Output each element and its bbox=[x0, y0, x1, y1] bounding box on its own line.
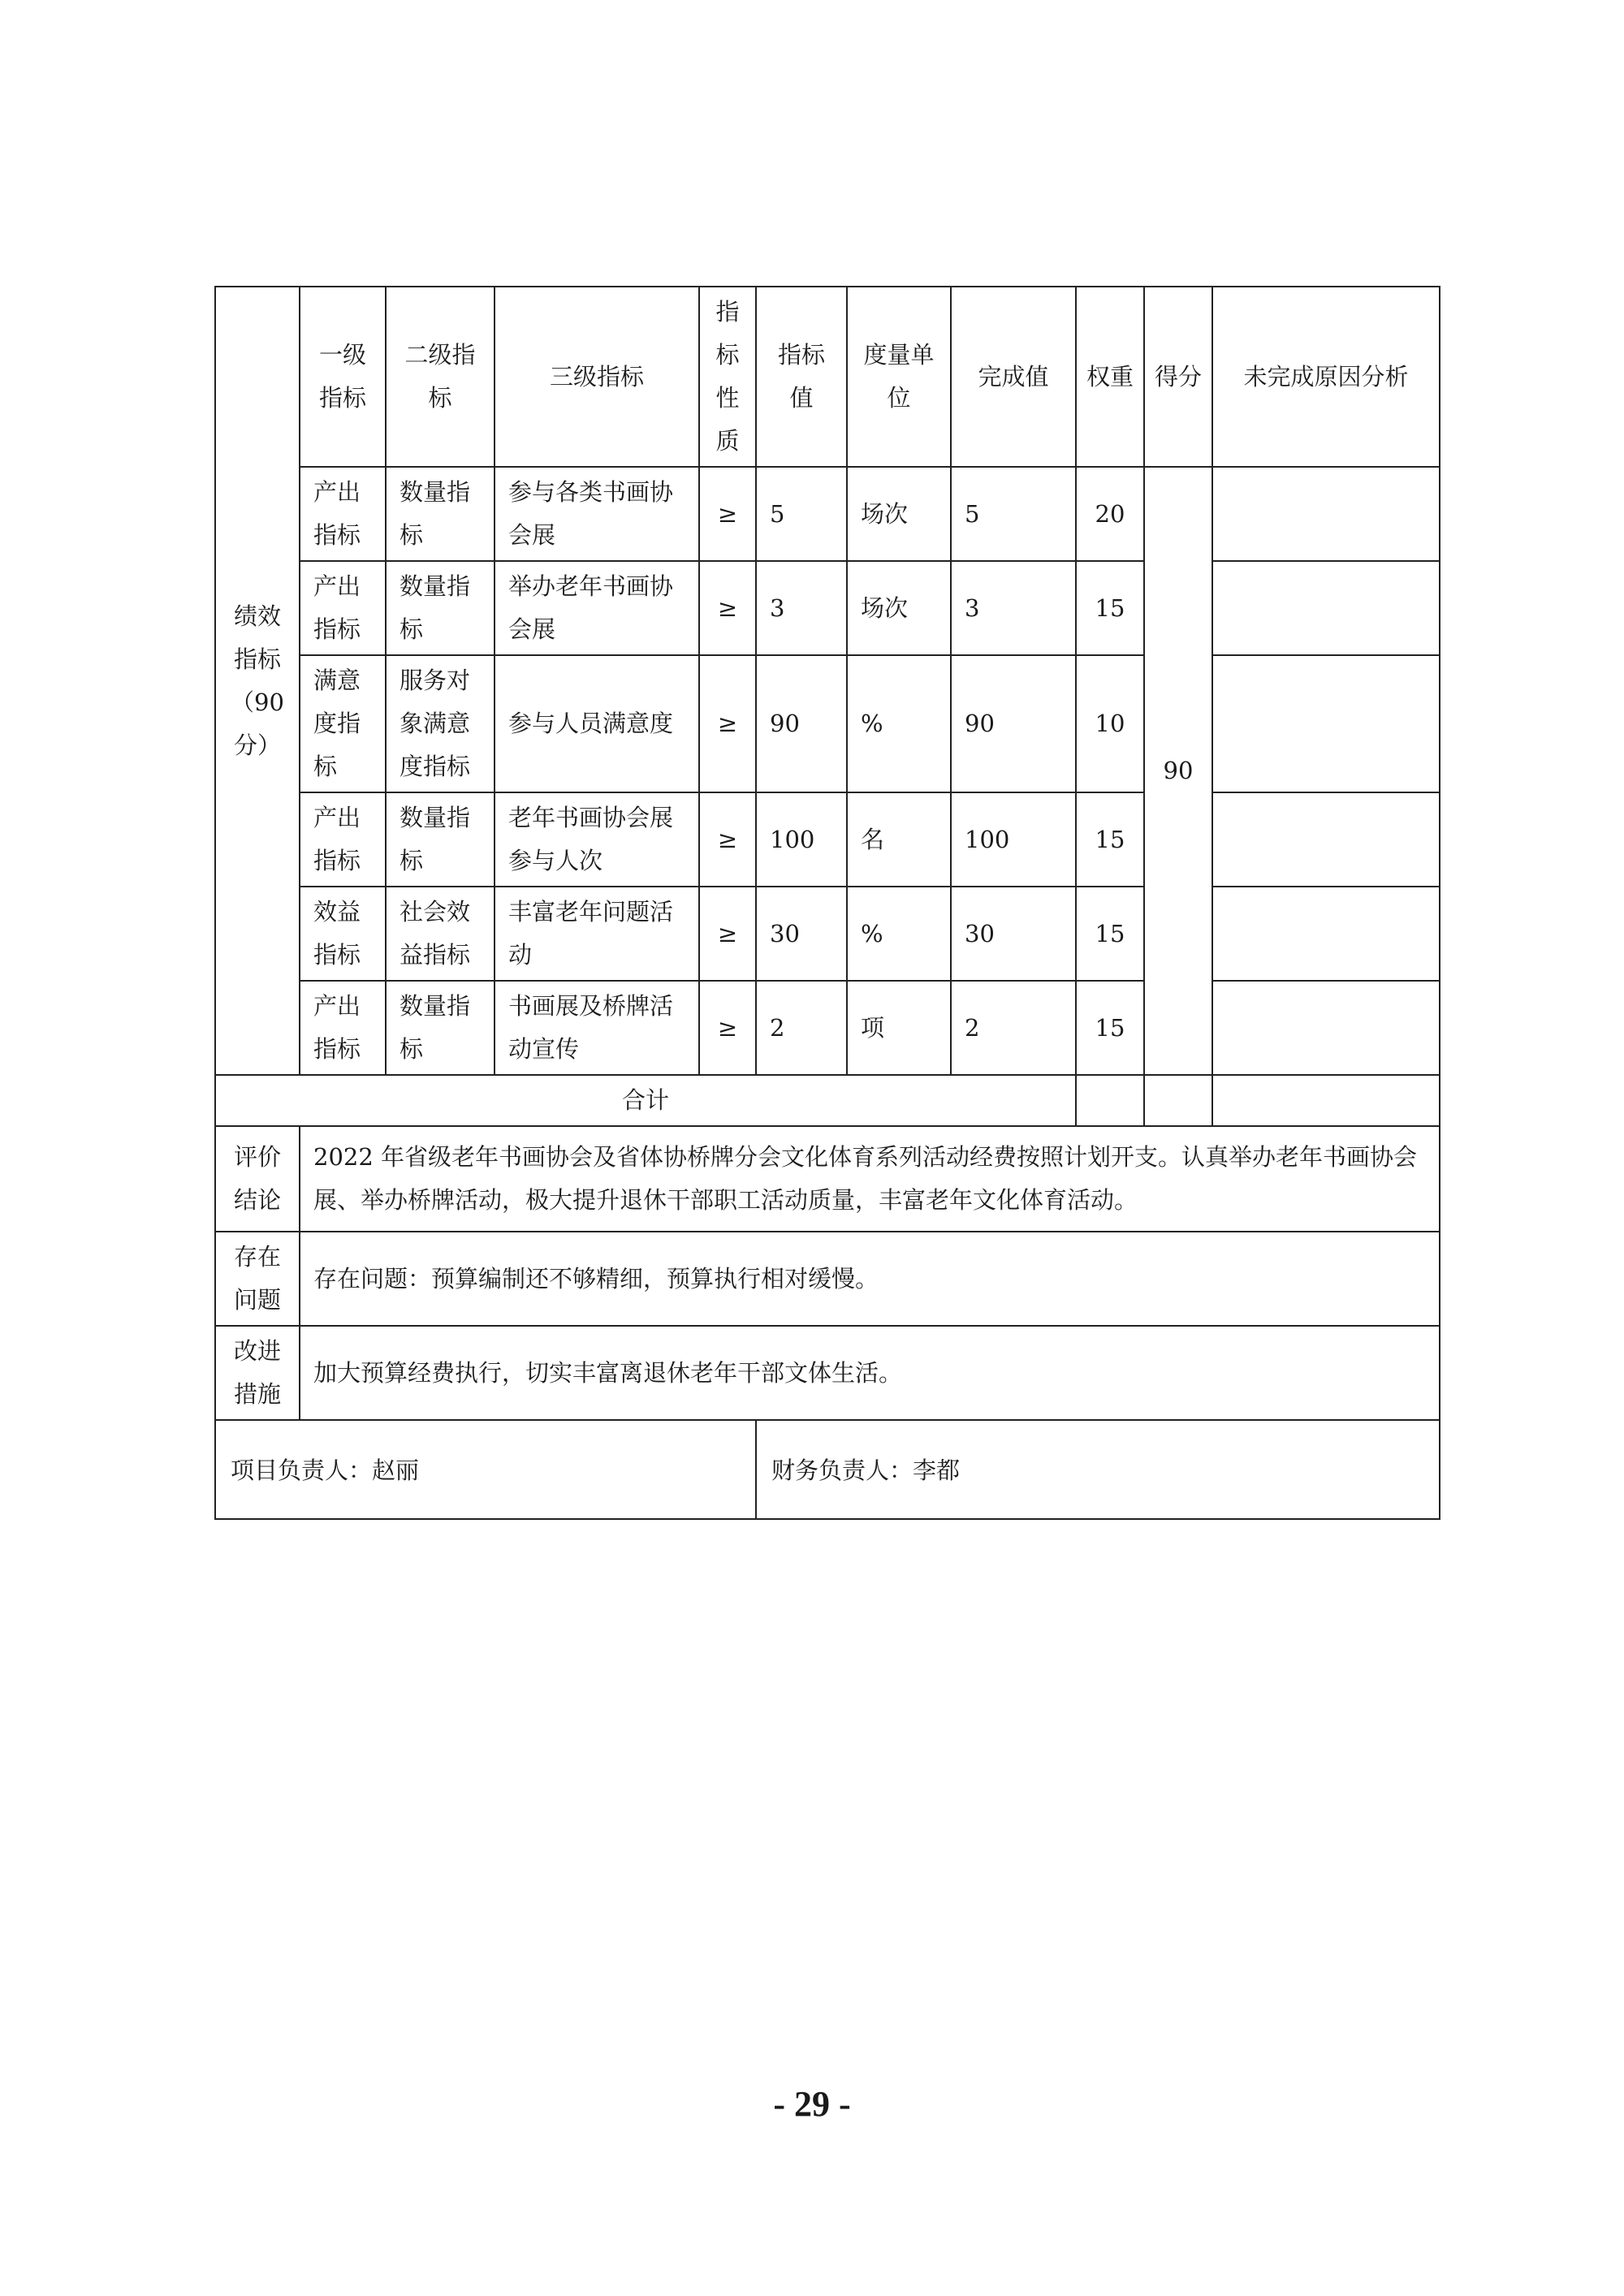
cell-actual: 90 bbox=[951, 655, 1076, 792]
cell-unit: 场次 bbox=[847, 467, 951, 561]
header-unit: 度量单位 bbox=[847, 287, 951, 467]
cell-target: 100 bbox=[756, 792, 847, 887]
cell-reason bbox=[1212, 655, 1440, 792]
improvements-text: 加大预算经费执行，切实丰富离退休老年干部文体生活。 bbox=[300, 1326, 1440, 1420]
cell-nature: ≥ bbox=[699, 467, 756, 561]
category-label: 绩效指标（90分） bbox=[215, 287, 300, 1075]
table-row bbox=[215, 467, 1440, 561]
cell-level3: 老年书画协会展参与人次 bbox=[495, 792, 699, 887]
table-row bbox=[215, 887, 1440, 981]
total-reason bbox=[1212, 1075, 1440, 1126]
header-level1: 一级指标 bbox=[300, 287, 386, 467]
cell-level1: 产出指标 bbox=[300, 792, 386, 887]
cell-actual: 100 bbox=[951, 792, 1076, 887]
evaluation-label: 评价结论 bbox=[215, 1126, 300, 1232]
cell-target: 5 bbox=[756, 467, 847, 561]
cell-actual: 5 bbox=[951, 467, 1076, 561]
cell-unit: 名 bbox=[847, 792, 951, 887]
cell-level2: 社会效益指标 bbox=[386, 887, 495, 981]
total-label: 合计 bbox=[215, 1075, 1076, 1126]
cell-weight: 15 bbox=[1076, 792, 1144, 887]
cell-nature: ≥ bbox=[699, 561, 756, 655]
cell-reason bbox=[1212, 467, 1440, 561]
header-score: 得分 bbox=[1144, 287, 1212, 467]
cell-level3: 参与各类书画协会展 bbox=[495, 467, 699, 561]
cell-target: 2 bbox=[756, 981, 847, 1075]
cell-weight: 20 bbox=[1076, 467, 1144, 561]
cell-unit: 场次 bbox=[847, 561, 951, 655]
cell-target: 30 bbox=[756, 887, 847, 981]
cell-level2: 数量指标 bbox=[386, 467, 495, 561]
cell-level3: 参与人员满意度 bbox=[495, 655, 699, 792]
header-reason: 未完成原因分析 bbox=[1212, 287, 1440, 467]
page-number: - 29 - bbox=[773, 2084, 851, 2124]
header-level3: 三级指标 bbox=[495, 287, 699, 467]
cell-unit: % bbox=[847, 887, 951, 981]
cell-weight: 15 bbox=[1076, 561, 1144, 655]
cell-reason bbox=[1212, 792, 1440, 887]
cell-target: 90 bbox=[756, 655, 847, 792]
cell-target: 3 bbox=[756, 561, 847, 655]
cell-reason bbox=[1212, 981, 1440, 1075]
cell-reason bbox=[1212, 887, 1440, 981]
header-level2: 二级指标 bbox=[386, 287, 495, 467]
cell-weight: 10 bbox=[1076, 655, 1144, 792]
cell-reason bbox=[1212, 561, 1440, 655]
evaluation-text: 2022 年省级老年书画协会及省体协桥牌分会文化体育系列活动经费按照计划开支。认真举办老年书画协会展、举办桥牌活动，极大提升退休干部职工活动质量，丰富老年文化体育活动。 bbox=[300, 1126, 1440, 1232]
improvements-label: 改进措施 bbox=[215, 1326, 300, 1420]
project-lead: 项目负责人：赵丽 bbox=[215, 1419, 756, 1519]
evaluation-row bbox=[215, 1126, 1440, 1232]
total-row bbox=[215, 1075, 1440, 1126]
cell-level3: 书画展及桥牌活动宣传 bbox=[495, 981, 699, 1075]
cell-level3: 丰富老年问题活动 bbox=[495, 887, 699, 981]
cell-level1: 产出指标 bbox=[300, 981, 386, 1075]
signature-table bbox=[214, 1419, 1440, 1520]
cell-level1: 产出指标 bbox=[300, 561, 386, 655]
cell-level2: 数量指标 bbox=[386, 561, 495, 655]
cell-weight: 15 bbox=[1076, 981, 1144, 1075]
table-row bbox=[215, 561, 1440, 655]
cell-nature: ≥ bbox=[699, 655, 756, 792]
total-score bbox=[1144, 1075, 1212, 1126]
cell-level1: 效益指标 bbox=[300, 887, 386, 981]
cell-level3: 举办老年书画协会展 bbox=[495, 561, 699, 655]
header-weight: 权重 bbox=[1076, 287, 1144, 467]
cell-unit: 项 bbox=[847, 981, 951, 1075]
cell-nature: ≥ bbox=[699, 792, 756, 887]
cell-actual: 2 bbox=[951, 981, 1076, 1075]
cell-unit: % bbox=[847, 655, 951, 792]
cell-actual: 30 bbox=[951, 887, 1076, 981]
cell-weight: 15 bbox=[1076, 887, 1144, 981]
cell-level2: 数量指标 bbox=[386, 981, 495, 1075]
cell-nature: ≥ bbox=[699, 981, 756, 1075]
performance-table bbox=[214, 286, 1440, 1421]
table-row bbox=[215, 792, 1440, 887]
header-nature: 指标性质 bbox=[699, 287, 756, 467]
problems-row bbox=[215, 1232, 1440, 1326]
cell-level2: 服务对象满意度指标 bbox=[386, 655, 495, 792]
header-target: 指标值 bbox=[756, 287, 847, 467]
cell-level2: 数量指标 bbox=[386, 792, 495, 887]
total-weight bbox=[1076, 1075, 1144, 1126]
cell-level1: 满意度指标 bbox=[300, 655, 386, 792]
finance-lead: 财务负责人：李都 bbox=[756, 1419, 1440, 1519]
score-value: 90 bbox=[1144, 467, 1212, 1075]
problems-label: 存在问题 bbox=[215, 1232, 300, 1326]
improvements-row bbox=[215, 1326, 1440, 1420]
table-row bbox=[215, 655, 1440, 792]
header-actual: 完成值 bbox=[951, 287, 1076, 467]
header-row bbox=[215, 287, 1440, 467]
cell-nature: ≥ bbox=[699, 887, 756, 981]
cell-actual: 3 bbox=[951, 561, 1076, 655]
table-row bbox=[215, 981, 1440, 1075]
signature-row bbox=[215, 1419, 1440, 1519]
problems-text: 存在问题：预算编制还不够精细，预算执行相对缓慢。 bbox=[300, 1232, 1440, 1326]
cell-level1: 产出指标 bbox=[300, 467, 386, 561]
